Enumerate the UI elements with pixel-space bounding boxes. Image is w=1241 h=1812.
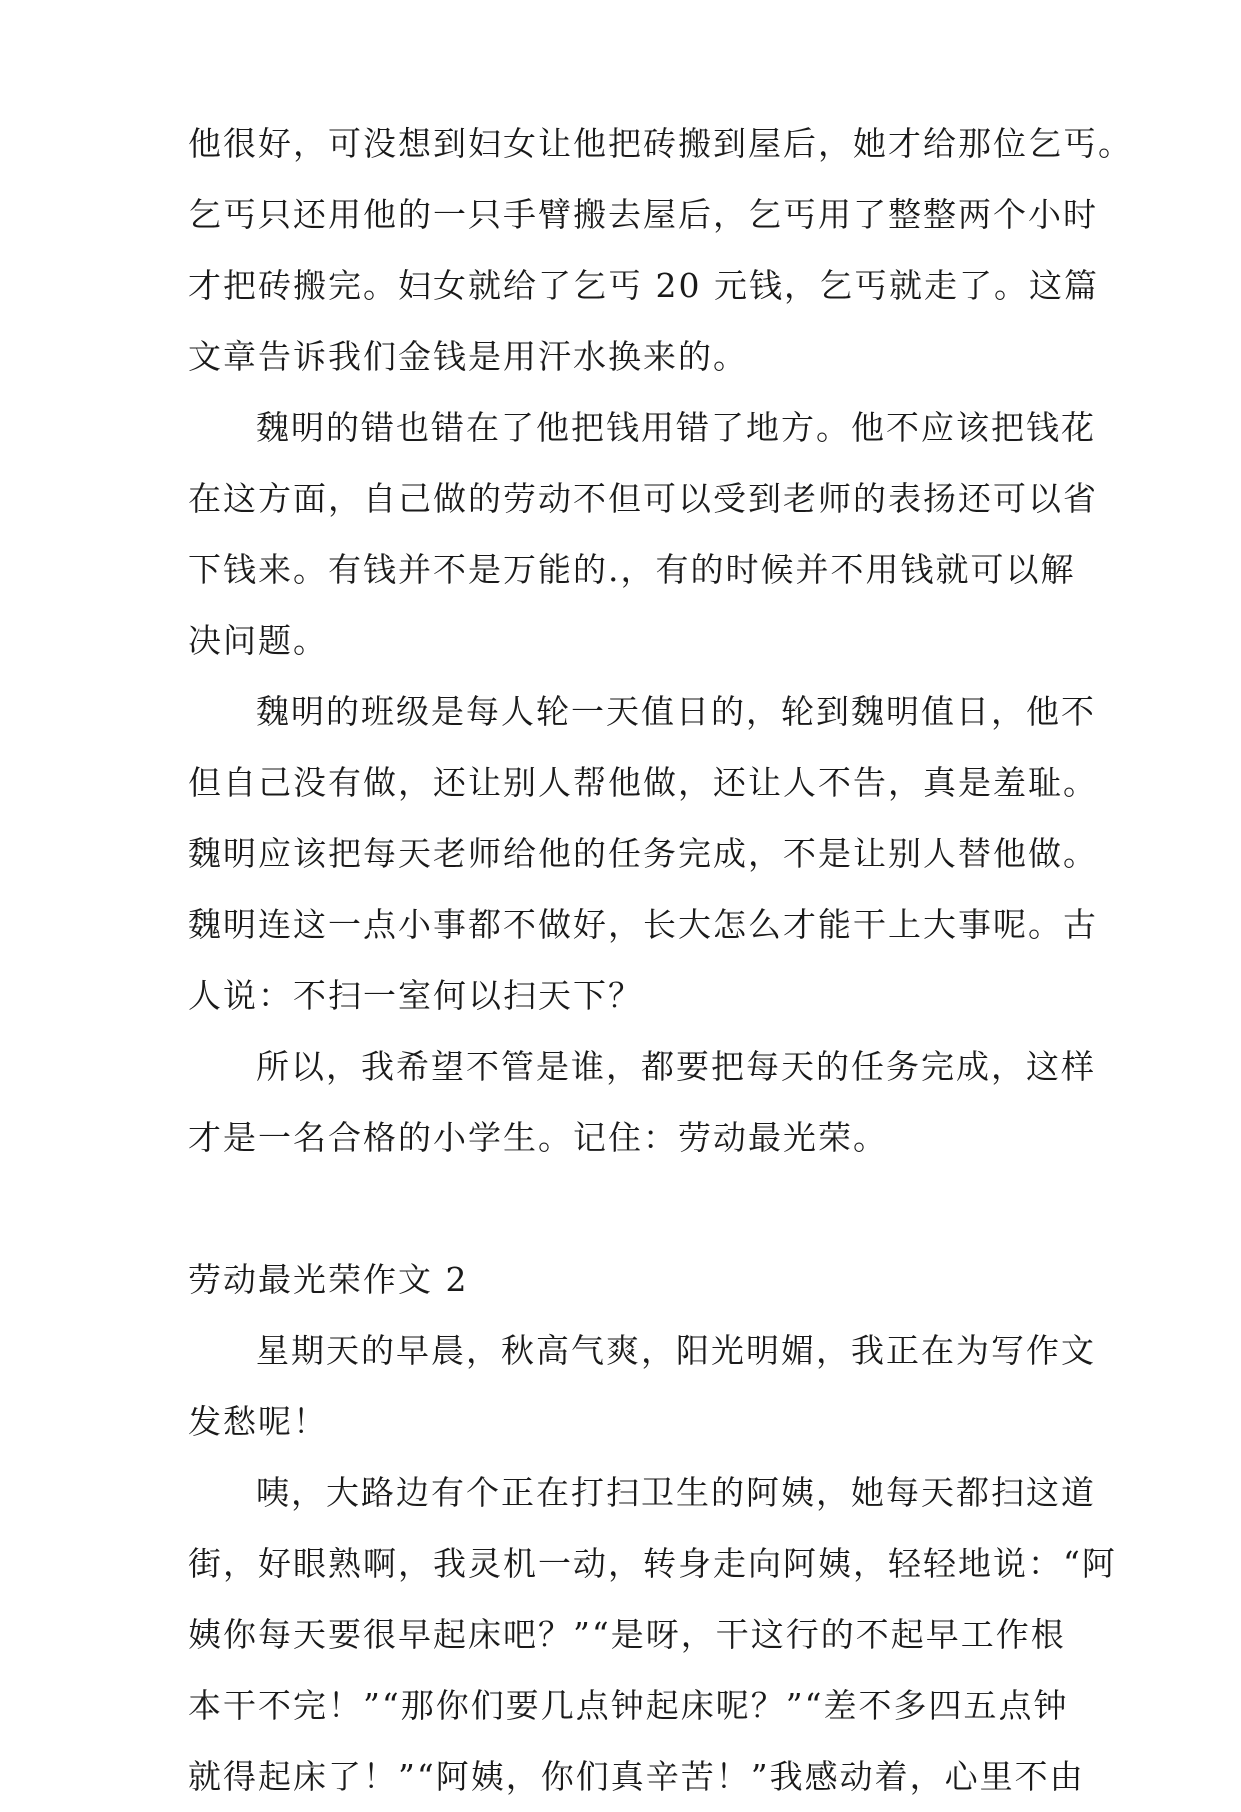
document-body [188,108,1133,1812]
paragraph [188,1315,1096,1457]
paragraph-line: 才是一名合格的小学生。记住：劳动最光荣。 [188,1118,888,1157]
paragraph-line: 但自己没有做，还让别人帮他做，还让人不告，真是羞耻。 [188,763,1098,802]
paragraph-line: 魏明的班级是每人轮一天值日的，轮到魏明值日，他不 [256,692,1096,731]
paragraph-line: 就得起床了！”“阿姨，你们真辛苦！”我感动着，心里不由 [188,1757,1085,1796]
paragraph [188,1031,1096,1173]
paragraph-line: 本干不完！”“那你们要几点钟起床呢？”“差不多四五点钟 [188,1686,1069,1725]
paragraph-line: 咦，大路边有个正在打扫卫生的阿姨，她每天都扫这道 [256,1473,1096,1512]
paragraph-line: 文章告诉我们金钱是用汗水换来的。 [188,337,748,376]
paragraph [188,676,1098,1031]
paragraph-line: 他很好，可没想到妇女让他把砖搬到屋后，她才给那位乞丐。 [188,124,1133,163]
paragraph-line: 姨你每天要很早起床吧？”“是呀，干这行的不起早工作根 [188,1615,1066,1654]
paragraph-line: 发愁呢！ [188,1402,328,1441]
paragraph [188,108,1133,392]
paragraph-line: 街，好眼熟啊，我灵机一动，转身走向阿姨，轻轻地说：“阿 [188,1544,1117,1583]
paragraph-line: 在这方面，自己做的劳动不但可以受到老师的表扬还可以省 [188,479,1098,518]
paragraph [188,392,1098,676]
paragraph-line: 魏明的错也错在了他把钱用错了地方。他不应该把钱花 [256,408,1096,447]
paragraph [188,1457,1117,1812]
paragraph-line: 魏明应该把每天老师给他的任务完成，不是让别人替他做。 [188,834,1098,873]
paragraph-line: 人说：不扫一室何以扫天下？ [188,976,643,1015]
paragraph-line: 星期天的早晨，秋高气爽，阳光明媚，我正在为写作文 [256,1331,1096,1370]
paragraph-line: 所以，我希望不管是谁，都要把每天的任务完成，这样 [256,1047,1096,1086]
paragraph-line: 下钱来。有钱并不是万能的.，有的时候并不用钱就可以解 [188,550,1076,589]
paragraph-line: 才把砖搬完。妇女就给了乞丐 20 元钱，乞丐就走了。这篇 [188,266,1099,305]
paragraph-line: 乞丐只还用他的一只手臂搬去屋后，乞丐用了整整两个小时 [188,195,1098,234]
section-heading: 劳动最光荣作文 2 [188,1260,469,1299]
paragraph-line: 魏明连这一点小事都不做好，长大怎么才能干上大事呢。古 [188,905,1098,944]
paragraph-line: 决问题。 [188,621,328,660]
